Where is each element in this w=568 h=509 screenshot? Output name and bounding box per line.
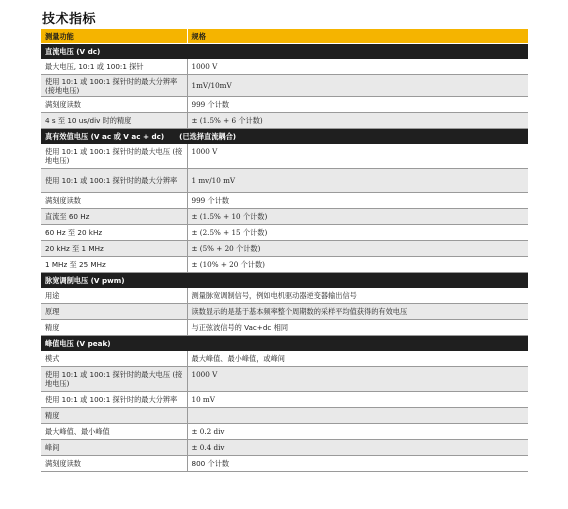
- table-row: [41, 169, 528, 193]
- row-value: 999 个计数: [187, 97, 528, 113]
- table-row: [41, 113, 528, 129]
- row-value: 1000 V: [187, 367, 528, 392]
- row-label: 直流至 60 Hz: [41, 209, 187, 225]
- row-value: ± 0.2 div: [187, 424, 528, 440]
- table-row: [41, 456, 528, 472]
- table-row: [41, 408, 528, 424]
- row-value: 1000 V: [187, 59, 528, 75]
- table-row: [41, 225, 528, 241]
- row-value: ± (5% + 20 个计数): [187, 241, 528, 257]
- section-true-rms-voltage: [41, 129, 528, 145]
- section-peak-voltage: [41, 336, 528, 352]
- table-row: [41, 257, 528, 273]
- table-row: [41, 392, 528, 408]
- section-heading: 峰值电压 (V peak): [41, 336, 528, 352]
- row-label: 60 Hz 至 20 kHz: [41, 225, 187, 241]
- row-label: 满刻度读数: [41, 97, 187, 113]
- row-label: 1 MHz 至 25 MHz: [41, 257, 187, 273]
- table-header-row: [41, 29, 528, 44]
- row-value: 10 mV: [187, 392, 528, 408]
- row-label: 使用 10:1 或 100:1 探针时的最大分辨率: [41, 169, 187, 193]
- table-row: [41, 440, 528, 456]
- table-row: [41, 144, 528, 169]
- row-label: 满刻度读数: [41, 193, 187, 209]
- row-value: 1mV/10mV: [187, 75, 528, 97]
- table-row: [41, 424, 528, 440]
- table-row: [41, 351, 528, 367]
- row-value: 800 个计数: [187, 456, 528, 472]
- row-label: 4 s 至 10 us/div 时的精度: [41, 113, 187, 129]
- row-value: ± (1.5% + 10 个计数): [187, 209, 528, 225]
- row-label: 最大电压, 10:1 或 100:1 探针: [41, 59, 187, 75]
- table-row: [41, 241, 528, 257]
- table-row: [41, 193, 528, 209]
- row-label: 峰间: [41, 440, 187, 456]
- row-value: [187, 408, 528, 424]
- row-value: 1 mv/10 mV: [187, 169, 528, 193]
- row-label: 最大峰值、最小峰值: [41, 424, 187, 440]
- section-heading: 真有效值电压 (V ac 或 V ac + dc) (已选择直流耦合): [41, 129, 528, 145]
- header-spec: 规格: [187, 29, 528, 44]
- row-label: 精度: [41, 408, 187, 424]
- row-label: 使用 10:1 或 100:1 探针时的最大分辨率: [41, 392, 187, 408]
- row-value: 读数显示的是基于基本频率整个周期数的采样平均值获得的有效电压: [187, 304, 528, 320]
- table-row: [41, 320, 528, 336]
- page-title: 技术指标: [42, 12, 97, 27]
- row-value: ± (1.5% + 6 个计数): [187, 113, 528, 129]
- section-heading: 脉宽调制电压 (V pwm): [41, 273, 528, 289]
- table-row: [41, 304, 528, 320]
- row-label: 20 kHz 至 1 MHz: [41, 241, 187, 257]
- row-value: 最大峰值、最小峰值，或峰间: [187, 351, 528, 367]
- section-heading: 直流电压 (V dc): [41, 44, 528, 60]
- row-label: 原理: [41, 304, 187, 320]
- section-dc-voltage: [41, 44, 528, 60]
- row-label: 使用 10:1 或 100:1 探针时的最大电压 (接地电压): [41, 144, 187, 169]
- row-value: ± (10% + 20 个计数): [187, 257, 528, 273]
- row-label: 用途: [41, 288, 187, 304]
- row-label: 模式: [41, 351, 187, 367]
- row-value: 与正弦波信号的 Vac+dc 相同: [187, 320, 528, 336]
- row-label: 满刻度读数: [41, 456, 187, 472]
- row-label: 使用 10:1 或 100:1 探针时的最大电压 (接地电压): [41, 367, 187, 392]
- table-row: [41, 288, 528, 304]
- row-value: ± (2.5% + 15 个计数): [187, 225, 528, 241]
- spec-table: [41, 29, 528, 472]
- row-value: 测量脉宽调制信号，例如电机驱动器逆变器输出信号: [187, 288, 528, 304]
- row-value: ± 0.4 div: [187, 440, 528, 456]
- row-value: 999 个计数: [187, 193, 528, 209]
- table-row: [41, 59, 528, 75]
- row-value: 1000 V: [187, 144, 528, 169]
- section-pwm-voltage: [41, 273, 528, 289]
- row-label: 使用 10:1 或 100:1 探针时的最大分辨率 (接地电压): [41, 75, 187, 97]
- table-row: [41, 75, 528, 97]
- table-row: [41, 367, 528, 392]
- table-row: [41, 97, 528, 113]
- table-row: [41, 209, 528, 225]
- header-function: 测量功能: [41, 29, 187, 44]
- row-label: 精度: [41, 320, 187, 336]
